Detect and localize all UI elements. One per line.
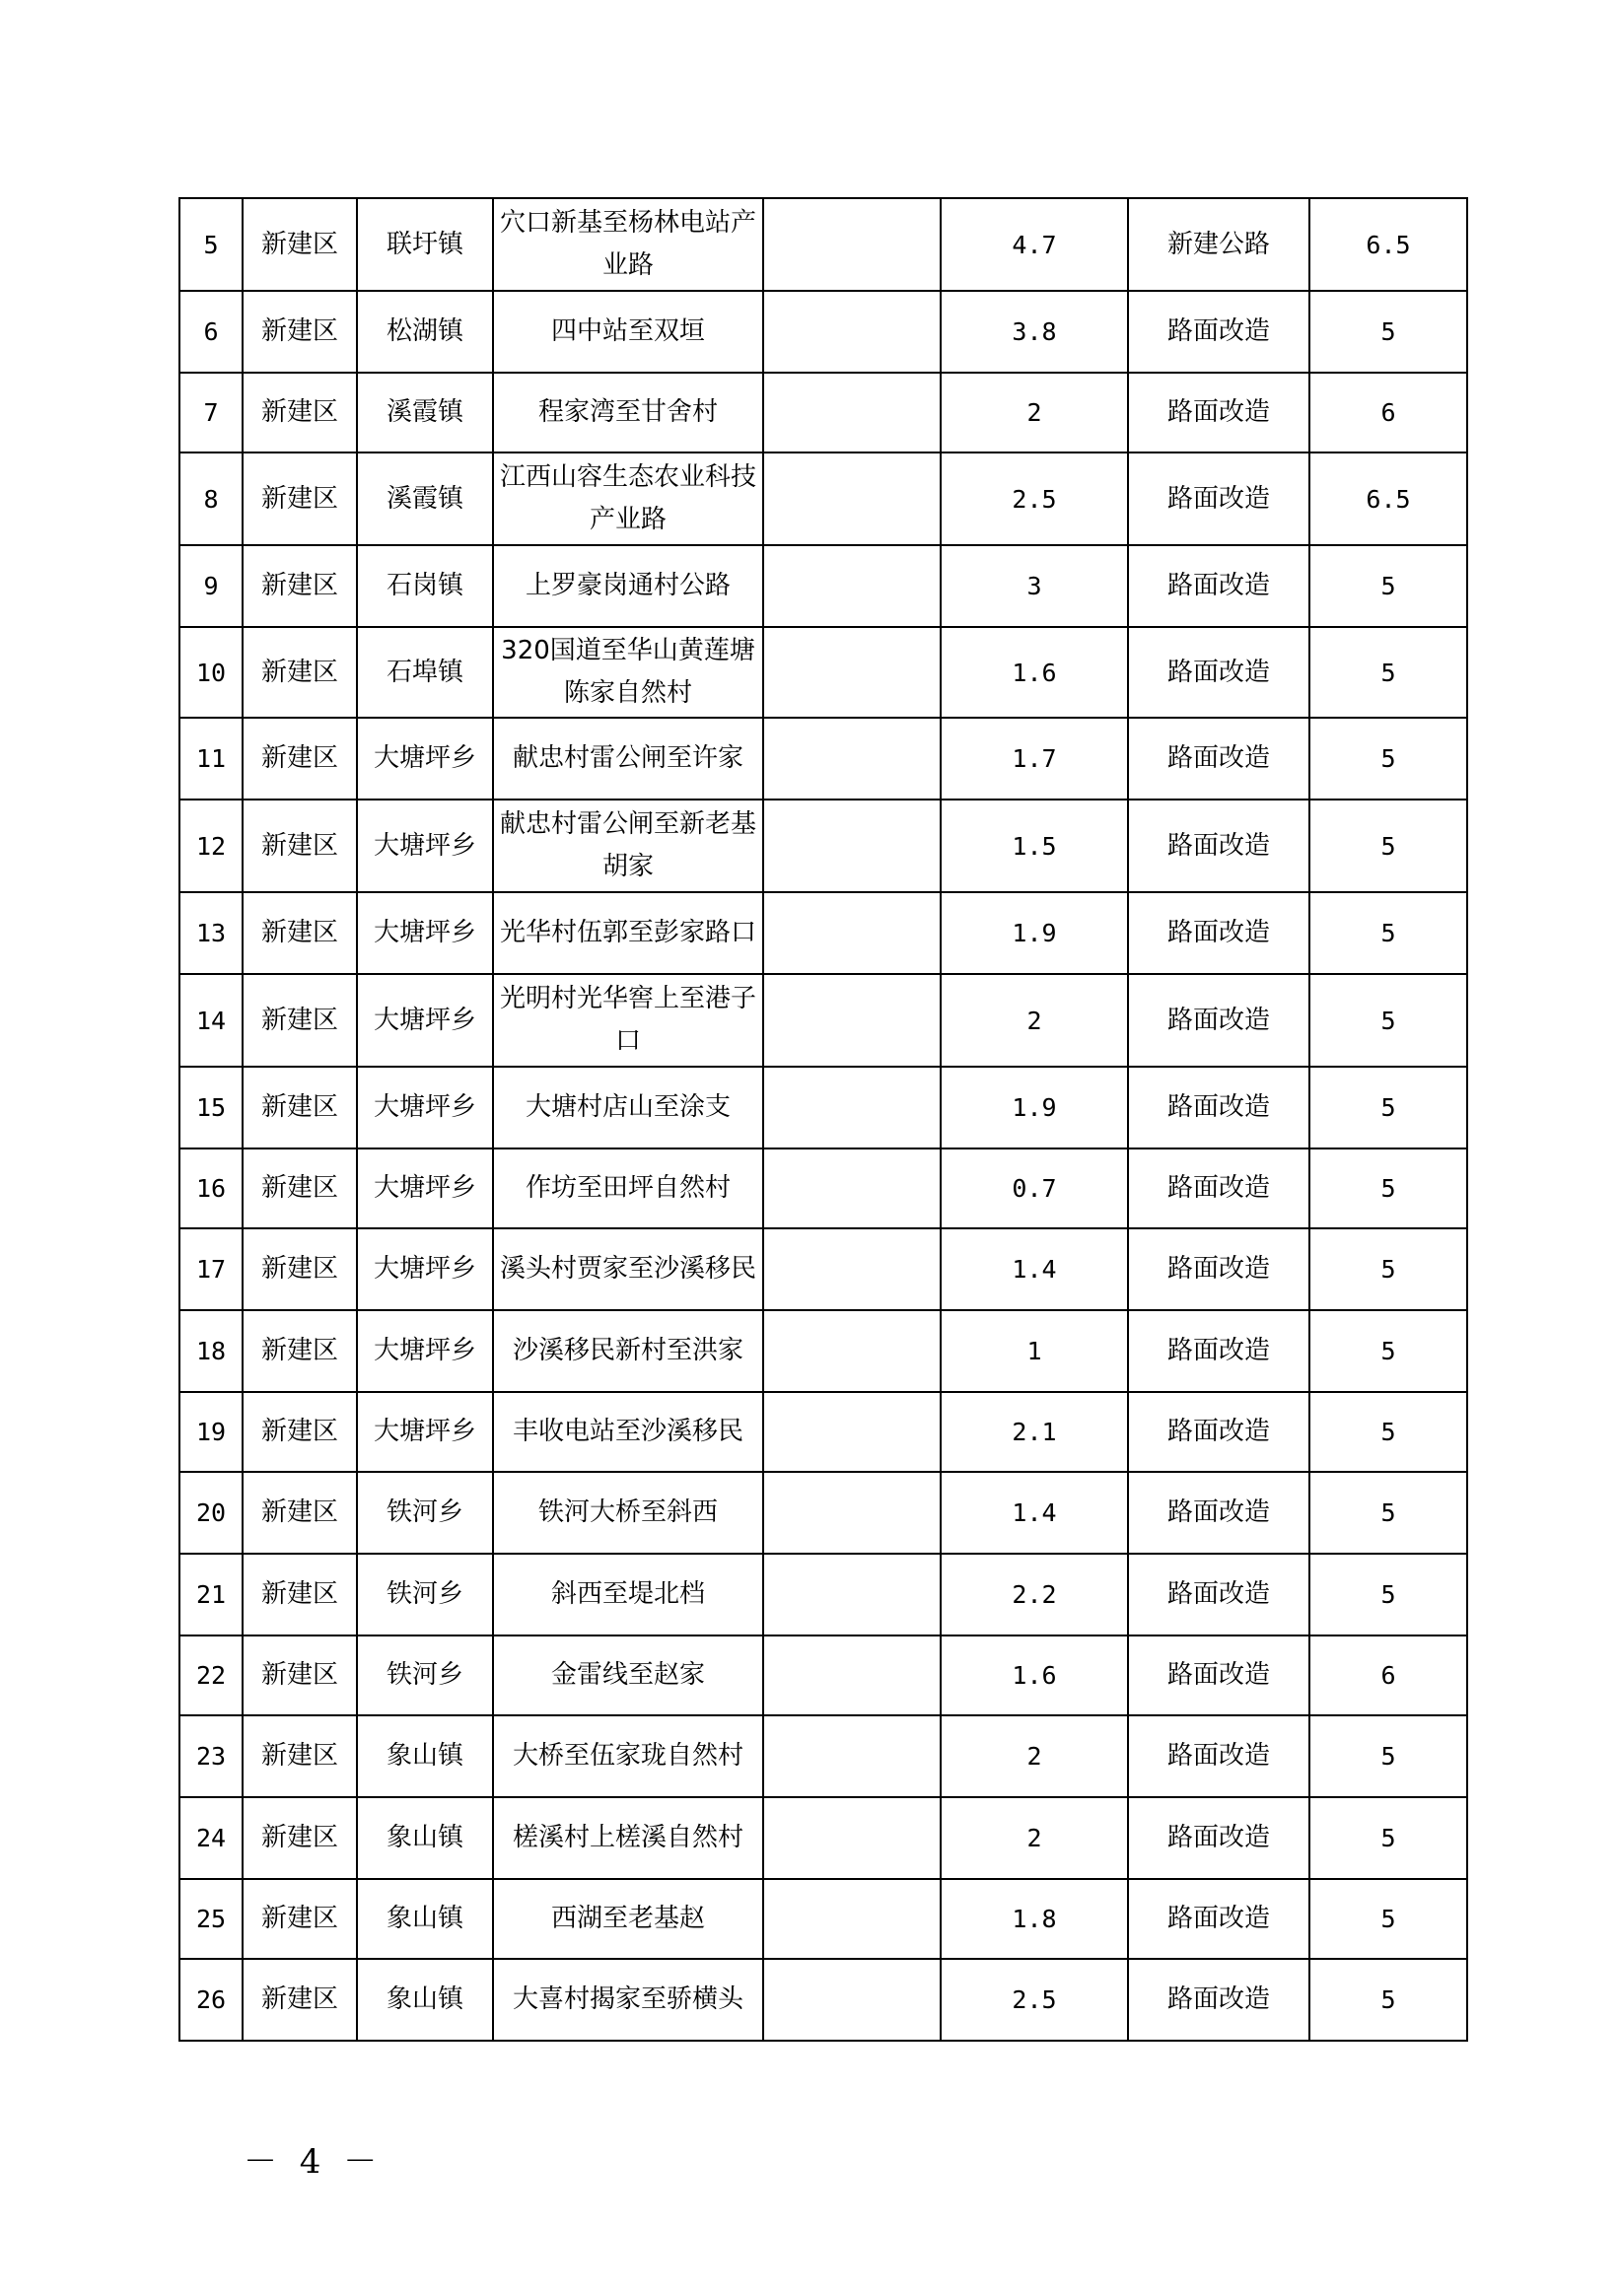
cell-remark bbox=[763, 1554, 941, 1635]
cell-town: 大塘坪乡 bbox=[357, 974, 493, 1067]
cell-project-type: 路面改造 bbox=[1128, 1554, 1309, 1635]
cell-road-name: 穴口新基至杨林电站产业路 bbox=[493, 198, 763, 291]
table-row bbox=[179, 1715, 1467, 1797]
cell-width: 5 bbox=[1309, 718, 1467, 800]
cell-district: 新建区 bbox=[243, 1310, 357, 1392]
cell-district: 新建区 bbox=[243, 1554, 357, 1635]
cell-project-type: 路面改造 bbox=[1128, 627, 1309, 718]
cell-remark bbox=[763, 1310, 941, 1392]
cell-project-type: 路面改造 bbox=[1128, 545, 1309, 627]
cell-road-name: 大桥至伍家珑自然村 bbox=[493, 1715, 763, 1797]
cell-length: 1.7 bbox=[941, 718, 1128, 800]
cell-length: 2 bbox=[941, 974, 1128, 1067]
cell-width: 6 bbox=[1309, 373, 1467, 452]
cell-district: 新建区 bbox=[243, 1392, 357, 1472]
cell-no: 16 bbox=[179, 1148, 243, 1228]
cell-town: 大塘坪乡 bbox=[357, 1148, 493, 1228]
cell-district: 新建区 bbox=[243, 1797, 357, 1879]
cell-width: 5 bbox=[1309, 892, 1467, 974]
cell-length: 1.8 bbox=[941, 1879, 1128, 1959]
cell-no: 24 bbox=[179, 1797, 243, 1879]
table-row bbox=[179, 452, 1467, 545]
cell-road-name: 程家湾至甘舍村 bbox=[493, 373, 763, 452]
cell-road-name: 铁河大桥至斜西 bbox=[493, 1472, 763, 1554]
cell-town: 铁河乡 bbox=[357, 1635, 493, 1715]
cell-length: 1.4 bbox=[941, 1472, 1128, 1554]
cell-road-name: 大塘村店山至涂支 bbox=[493, 1067, 763, 1148]
cell-remark bbox=[763, 892, 941, 974]
cell-project-type: 路面改造 bbox=[1128, 1635, 1309, 1715]
table-row bbox=[179, 892, 1467, 974]
cell-town: 铁河乡 bbox=[357, 1472, 493, 1554]
cell-town: 铁河乡 bbox=[357, 1554, 493, 1635]
cell-no: 13 bbox=[179, 892, 243, 974]
cell-no: 26 bbox=[179, 1959, 243, 2041]
cell-project-type: 路面改造 bbox=[1128, 1797, 1309, 1879]
cell-no: 7 bbox=[179, 373, 243, 452]
cell-width: 5 bbox=[1309, 800, 1467, 892]
cell-remark bbox=[763, 1797, 941, 1879]
table-row bbox=[179, 291, 1467, 373]
cell-district: 新建区 bbox=[243, 800, 357, 892]
cell-district: 新建区 bbox=[243, 974, 357, 1067]
cell-district: 新建区 bbox=[243, 1148, 357, 1228]
cell-project-type: 路面改造 bbox=[1128, 1879, 1309, 1959]
cell-remark bbox=[763, 198, 941, 291]
table-row bbox=[179, 1797, 1467, 1879]
cell-width: 6.5 bbox=[1309, 452, 1467, 545]
cell-road-name: 大喜村揭家至骄横头 bbox=[493, 1959, 763, 2041]
cell-no: 5 bbox=[179, 198, 243, 291]
cell-project-type: 路面改造 bbox=[1128, 291, 1309, 373]
cell-width: 5 bbox=[1309, 974, 1467, 1067]
cell-remark bbox=[763, 1715, 941, 1797]
cell-town: 大塘坪乡 bbox=[357, 1067, 493, 1148]
cell-district: 新建区 bbox=[243, 1228, 357, 1310]
cell-road-name: 四中站至双垣 bbox=[493, 291, 763, 373]
cell-length: 4.7 bbox=[941, 198, 1128, 291]
cell-district: 新建区 bbox=[243, 1715, 357, 1797]
cell-project-type: 路面改造 bbox=[1128, 800, 1309, 892]
cell-width: 5 bbox=[1309, 1472, 1467, 1554]
cell-no: 25 bbox=[179, 1879, 243, 1959]
cell-length: 1.6 bbox=[941, 1635, 1128, 1715]
cell-project-type: 路面改造 bbox=[1128, 452, 1309, 545]
cell-project-type: 路面改造 bbox=[1128, 1959, 1309, 2041]
cell-remark bbox=[763, 800, 941, 892]
table-row bbox=[179, 1879, 1467, 1959]
cell-road-name: 槎溪村上槎溪自然村 bbox=[493, 1797, 763, 1879]
cell-town: 大塘坪乡 bbox=[357, 1392, 493, 1472]
cell-width: 6.5 bbox=[1309, 198, 1467, 291]
cell-width: 5 bbox=[1309, 627, 1467, 718]
table-row bbox=[179, 718, 1467, 800]
cell-town: 石埠镇 bbox=[357, 627, 493, 718]
cell-project-type: 路面改造 bbox=[1128, 373, 1309, 452]
cell-width: 5 bbox=[1309, 291, 1467, 373]
cell-town: 溪霞镇 bbox=[357, 373, 493, 452]
cell-no: 11 bbox=[179, 718, 243, 800]
cell-no: 10 bbox=[179, 627, 243, 718]
cell-project-type: 路面改造 bbox=[1128, 1472, 1309, 1554]
cell-no: 22 bbox=[179, 1635, 243, 1715]
cell-town: 大塘坪乡 bbox=[357, 1310, 493, 1392]
cell-project-type: 路面改造 bbox=[1128, 1392, 1309, 1472]
cell-road-name: 献忠村雷公闸至许家 bbox=[493, 718, 763, 800]
table-row bbox=[179, 974, 1467, 1067]
table-row bbox=[179, 545, 1467, 627]
cell-remark bbox=[763, 974, 941, 1067]
cell-remark bbox=[763, 1067, 941, 1148]
cell-length: 1.5 bbox=[941, 800, 1128, 892]
cell-road-name: 沙溪移民新村至洪家 bbox=[493, 1310, 763, 1392]
cell-remark bbox=[763, 291, 941, 373]
cell-width: 6 bbox=[1309, 1635, 1467, 1715]
table-row bbox=[179, 1635, 1467, 1715]
cell-road-name: 西湖至老基赵 bbox=[493, 1879, 763, 1959]
table-row bbox=[179, 800, 1467, 892]
cell-district: 新建区 bbox=[243, 1959, 357, 2041]
cell-width: 5 bbox=[1309, 1715, 1467, 1797]
cell-remark bbox=[763, 1959, 941, 2041]
cell-no: 15 bbox=[179, 1067, 243, 1148]
cell-district: 新建区 bbox=[243, 627, 357, 718]
cell-district: 新建区 bbox=[243, 198, 357, 291]
cell-district: 新建区 bbox=[243, 373, 357, 452]
cell-length: 0.7 bbox=[941, 1148, 1128, 1228]
cell-district: 新建区 bbox=[243, 452, 357, 545]
cell-remark bbox=[763, 718, 941, 800]
cell-no: 17 bbox=[179, 1228, 243, 1310]
table-row bbox=[179, 1228, 1467, 1310]
cell-district: 新建区 bbox=[243, 1879, 357, 1959]
cell-town: 松湖镇 bbox=[357, 291, 493, 373]
cell-width: 5 bbox=[1309, 1959, 1467, 2041]
cell-width: 5 bbox=[1309, 1148, 1467, 1228]
cell-length: 1.9 bbox=[941, 892, 1128, 974]
cell-remark bbox=[763, 1392, 941, 1472]
cell-town: 象山镇 bbox=[357, 1715, 493, 1797]
cell-district: 新建区 bbox=[243, 545, 357, 627]
cell-district: 新建区 bbox=[243, 892, 357, 974]
cell-town: 石岗镇 bbox=[357, 545, 493, 627]
cell-remark bbox=[763, 1228, 941, 1310]
cell-road-name: 溪头村贾家至沙溪移民 bbox=[493, 1228, 763, 1310]
cell-road-name: 金雷线至赵家 bbox=[493, 1635, 763, 1715]
cell-project-type: 路面改造 bbox=[1128, 1228, 1309, 1310]
cell-width: 5 bbox=[1309, 1392, 1467, 1472]
cell-town: 大塘坪乡 bbox=[357, 892, 493, 974]
cell-project-type: 新建公路 bbox=[1128, 198, 1309, 291]
cell-no: 20 bbox=[179, 1472, 243, 1554]
cell-town: 大塘坪乡 bbox=[357, 718, 493, 800]
cell-no: 18 bbox=[179, 1310, 243, 1392]
cell-length: 2 bbox=[941, 1715, 1128, 1797]
cell-length: 1 bbox=[941, 1310, 1128, 1392]
cell-no: 8 bbox=[179, 452, 243, 545]
cell-remark bbox=[763, 452, 941, 545]
cell-no: 19 bbox=[179, 1392, 243, 1472]
cell-width: 5 bbox=[1309, 1797, 1467, 1879]
cell-no: 9 bbox=[179, 545, 243, 627]
cell-town: 溪霞镇 bbox=[357, 452, 493, 545]
cell-no: 23 bbox=[179, 1715, 243, 1797]
cell-project-type: 路面改造 bbox=[1128, 1310, 1309, 1392]
cell-no: 6 bbox=[179, 291, 243, 373]
cell-width: 5 bbox=[1309, 545, 1467, 627]
table-body bbox=[179, 198, 1467, 2041]
cell-project-type: 路面改造 bbox=[1128, 718, 1309, 800]
cell-district: 新建区 bbox=[243, 1472, 357, 1554]
cell-remark bbox=[763, 1148, 941, 1228]
cell-project-type: 路面改造 bbox=[1128, 974, 1309, 1067]
cell-length: 1.9 bbox=[941, 1067, 1128, 1148]
cell-district: 新建区 bbox=[243, 291, 357, 373]
page-number: － 4 － bbox=[244, 2142, 384, 2182]
cell-road-name: 江西山容生态农业科技产业路 bbox=[493, 452, 763, 545]
cell-project-type: 路面改造 bbox=[1128, 1715, 1309, 1797]
cell-width: 5 bbox=[1309, 1879, 1467, 1959]
cell-road-name: 斜西至堤北档 bbox=[493, 1554, 763, 1635]
cell-road-name: 光华村伍郭至彭家路口 bbox=[493, 892, 763, 974]
table-row bbox=[179, 1959, 1467, 2041]
cell-length: 2.2 bbox=[941, 1554, 1128, 1635]
cell-district: 新建区 bbox=[243, 1067, 357, 1148]
table-row bbox=[179, 1554, 1467, 1635]
cell-length: 2 bbox=[941, 373, 1128, 452]
cell-length: 2.5 bbox=[941, 1959, 1128, 2041]
cell-road-name: 丰收电站至沙溪移民 bbox=[493, 1392, 763, 1472]
cell-project-type: 路面改造 bbox=[1128, 1148, 1309, 1228]
cell-district: 新建区 bbox=[243, 718, 357, 800]
cell-remark bbox=[763, 627, 941, 718]
cell-width: 5 bbox=[1309, 1067, 1467, 1148]
road-project-table bbox=[178, 197, 1468, 2042]
cell-remark bbox=[763, 545, 941, 627]
cell-length: 2 bbox=[941, 1797, 1128, 1879]
cell-length: 3 bbox=[941, 545, 1128, 627]
cell-project-type: 路面改造 bbox=[1128, 1067, 1309, 1148]
cell-length: 2.5 bbox=[941, 452, 1128, 545]
cell-town: 大塘坪乡 bbox=[357, 1228, 493, 1310]
cell-town: 象山镇 bbox=[357, 1879, 493, 1959]
cell-road-name: 光明村光华窖上至港子口 bbox=[493, 974, 763, 1067]
table-row bbox=[179, 373, 1467, 452]
cell-town: 联圩镇 bbox=[357, 198, 493, 291]
cell-town: 象山镇 bbox=[357, 1959, 493, 2041]
cell-no: 14 bbox=[179, 974, 243, 1067]
cell-town: 大塘坪乡 bbox=[357, 800, 493, 892]
cell-project-type: 路面改造 bbox=[1128, 892, 1309, 974]
table-row bbox=[179, 627, 1467, 718]
cell-town: 象山镇 bbox=[357, 1797, 493, 1879]
cell-length: 2.1 bbox=[941, 1392, 1128, 1472]
cell-no: 12 bbox=[179, 800, 243, 892]
cell-road-name: 献忠村雷公闸至新老基胡家 bbox=[493, 800, 763, 892]
cell-width: 5 bbox=[1309, 1310, 1467, 1392]
cell-road-name: 上罗豪岗通村公路 bbox=[493, 545, 763, 627]
cell-remark bbox=[763, 1879, 941, 1959]
table-row bbox=[179, 1148, 1467, 1228]
cell-road-name: 作坊至田坪自然村 bbox=[493, 1148, 763, 1228]
cell-no: 21 bbox=[179, 1554, 243, 1635]
cell-width: 5 bbox=[1309, 1228, 1467, 1310]
cell-road-name: 320国道至华山黄莲塘陈家自然村 bbox=[493, 627, 763, 718]
table-row bbox=[179, 198, 1467, 291]
cell-district: 新建区 bbox=[243, 1635, 357, 1715]
cell-remark bbox=[763, 1635, 941, 1715]
table-row bbox=[179, 1472, 1467, 1554]
cell-remark bbox=[763, 1472, 941, 1554]
cell-width: 5 bbox=[1309, 1554, 1467, 1635]
cell-length: 1.6 bbox=[941, 627, 1128, 718]
cell-length: 3.8 bbox=[941, 291, 1128, 373]
table-row bbox=[179, 1067, 1467, 1148]
table-row bbox=[179, 1392, 1467, 1472]
cell-length: 1.4 bbox=[941, 1228, 1128, 1310]
cell-remark bbox=[763, 373, 941, 452]
table-row bbox=[179, 1310, 1467, 1392]
